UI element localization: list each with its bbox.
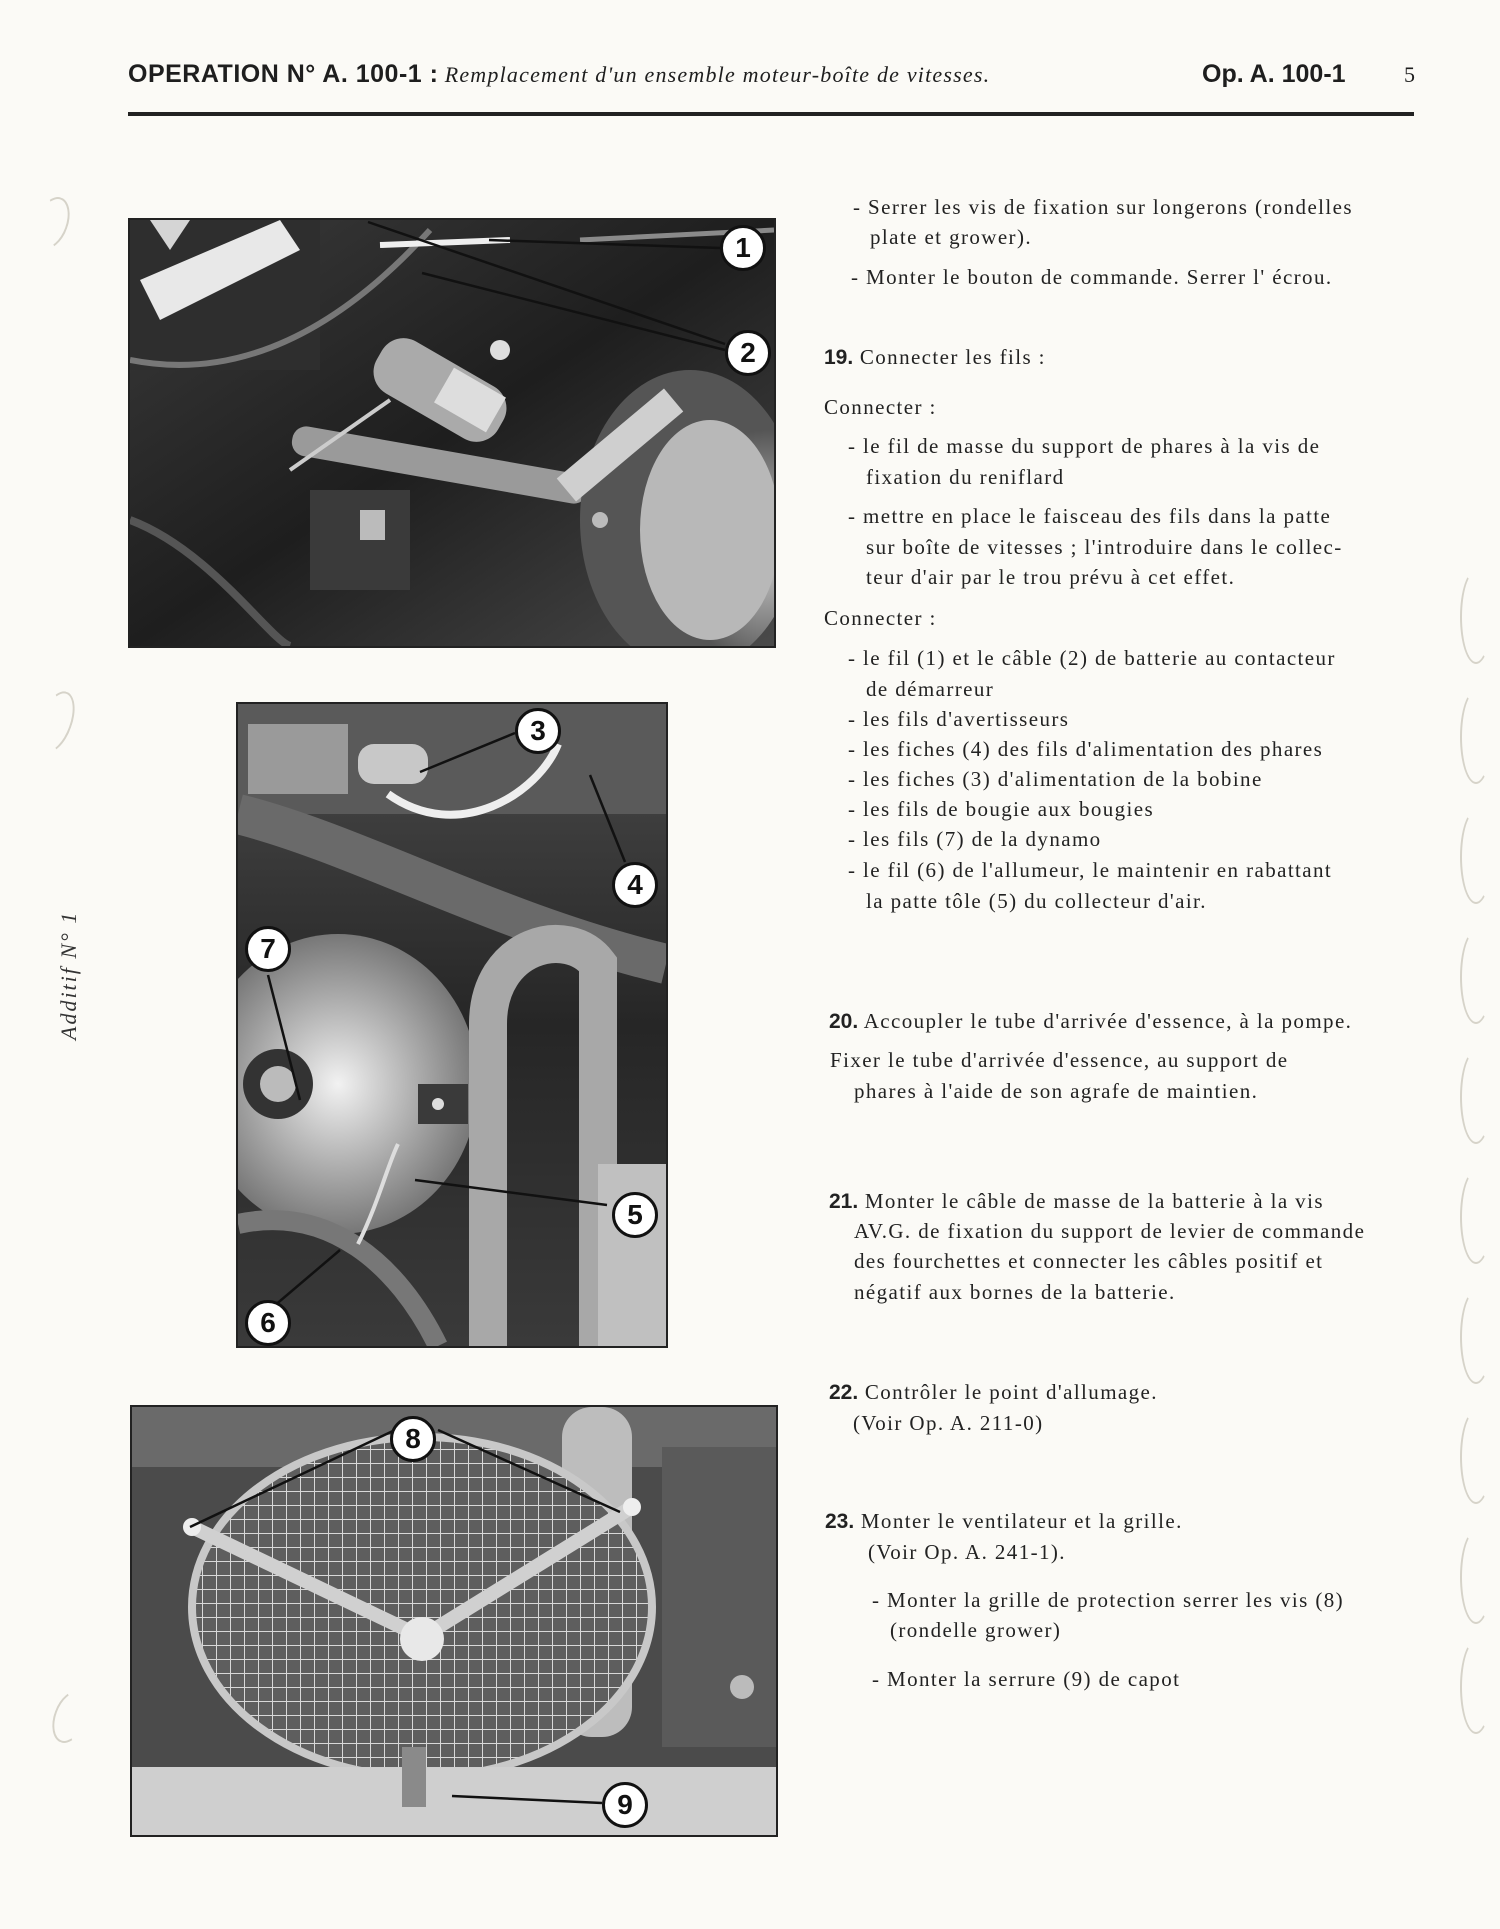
step-number: 20. bbox=[829, 1010, 859, 1033]
margin-mark bbox=[1460, 690, 1492, 784]
operation-description: Remplacement d'un ensemble moteur-boîte de vitesses. bbox=[444, 62, 991, 87]
text-line: la patte tôle (5) du collecteur d'air. bbox=[866, 889, 1207, 913]
margin-mark bbox=[30, 686, 82, 757]
step-title: Connecter les fils : bbox=[859, 345, 1046, 369]
text-line: - le fil de masse du support de phares à la vis de bbox=[848, 434, 1321, 458]
callout-5: 5 bbox=[612, 1192, 658, 1238]
text-line: plate et grower). bbox=[870, 225, 1032, 249]
step-number: 23. bbox=[825, 1510, 855, 1533]
text-line: (Voir Op. A. 211-0) bbox=[853, 1411, 1044, 1435]
photo-fan-grille bbox=[130, 1405, 778, 1837]
text-line: - les fils (7) de la dynamo bbox=[848, 827, 1102, 851]
callout-1: 1 bbox=[720, 225, 766, 271]
margin-mark bbox=[28, 192, 77, 254]
text-line: - les fils d'avertisseurs bbox=[848, 707, 1070, 731]
step-title: Monter le câble de masse de la batterie à la vis bbox=[864, 1189, 1324, 1213]
text-line: des fourchettes et connecter les câbles positif et bbox=[854, 1249, 1324, 1273]
text-line: - Serrer les vis de fixation sur longerons (rondelles bbox=[853, 195, 1353, 219]
margin-mark bbox=[1460, 930, 1492, 1024]
step-21 bbox=[829, 1186, 1324, 1217]
callout-2: 2 bbox=[725, 330, 771, 376]
text-line: sur boîte de vitesses ; l'introduire dans le collec- bbox=[866, 535, 1343, 559]
text-line: teur d'air par le trou prévu à cet effet. bbox=[866, 565, 1236, 589]
side-label: Additif N° 1 bbox=[56, 910, 81, 1040]
margin-mark bbox=[1460, 810, 1492, 904]
page-number: 5 bbox=[1404, 62, 1415, 87]
callout-8: 8 bbox=[390, 1416, 436, 1462]
step-19 bbox=[824, 342, 1046, 373]
text-line: (rondelle grower) bbox=[890, 1618, 1062, 1642]
margin-mark bbox=[1460, 1290, 1492, 1384]
header-rule bbox=[128, 112, 1414, 116]
operation-code: Op. A. 100-1 bbox=[1202, 60, 1346, 88]
step-number: 19. bbox=[824, 346, 854, 369]
margin-mark bbox=[1460, 1640, 1492, 1734]
callout-3: 3 bbox=[515, 708, 561, 754]
margin-mark bbox=[1460, 570, 1492, 664]
step-title: Monter le ventilateur et la grille. bbox=[860, 1509, 1183, 1533]
text-line: - Monter la serrure (9) de capot bbox=[872, 1667, 1181, 1691]
page-header bbox=[128, 58, 1414, 98]
step-22 bbox=[829, 1377, 1158, 1408]
callout-6: 6 bbox=[245, 1300, 291, 1346]
margin-mark bbox=[46, 1686, 95, 1748]
margin-mark bbox=[1460, 1410, 1492, 1504]
operation-number: OPERATION N° A. 100-1 : bbox=[128, 60, 439, 88]
step-20 bbox=[829, 1006, 1352, 1037]
photo-engine-wiring bbox=[236, 702, 668, 1348]
margin-mark bbox=[1460, 1170, 1492, 1264]
header-title bbox=[128, 60, 990, 89]
text-line: - Monter la grille de protection serrer les vis (8) bbox=[872, 1588, 1345, 1612]
step-number: 21. bbox=[829, 1190, 859, 1213]
step-title: Accoupler le tube d'arrivée d'essence, à la pompe. bbox=[863, 1009, 1353, 1033]
text-line: fixation du reniflard bbox=[866, 465, 1065, 489]
text-line: phares à l'aide de son agrafe de maintien. bbox=[854, 1079, 1259, 1103]
text-line: Connecter : bbox=[824, 606, 937, 630]
callout-4: 4 bbox=[612, 862, 658, 908]
margin-mark bbox=[1460, 1050, 1492, 1144]
text-line: de démarreur bbox=[866, 677, 995, 701]
text-line: (Voir Op. A. 241-1). bbox=[868, 1540, 1066, 1564]
callout-9: 9 bbox=[602, 1782, 648, 1828]
text-line: Connecter : bbox=[824, 395, 937, 419]
text-line: AV.G. de fixation du support de levier de commande bbox=[854, 1219, 1366, 1243]
text-line: Fixer le tube d'arrivée d'essence, au support de bbox=[830, 1048, 1289, 1072]
text-line: - les fils de bougie aux bougies bbox=[848, 797, 1155, 821]
text-line: - mettre en place le faisceau des fils dans la patte bbox=[848, 504, 1332, 528]
text-line: - les fiches (3) d'alimentation de la bobine bbox=[848, 767, 1263, 791]
margin-mark bbox=[1460, 1530, 1492, 1624]
callout-7: 7 bbox=[245, 926, 291, 972]
photo-starter-contactor bbox=[128, 218, 776, 648]
text-line: - le fil (6) de l'allumeur, le maintenir en rabattant bbox=[848, 858, 1333, 882]
step-number: 22. bbox=[829, 1381, 859, 1404]
text-line: - le fil (1) et le câble (2) de batterie au contacteur bbox=[848, 646, 1336, 670]
step-23 bbox=[825, 1506, 1183, 1537]
step-title: Contrôler le point d'allumage. bbox=[864, 1380, 1158, 1404]
text-line: négatif aux bornes de la batterie. bbox=[854, 1280, 1176, 1304]
text-line: - les fiches (4) des fils d'alimentation des phares bbox=[848, 737, 1324, 761]
text-line: - Monter le bouton de commande. Serrer l' écrou. bbox=[851, 265, 1333, 289]
